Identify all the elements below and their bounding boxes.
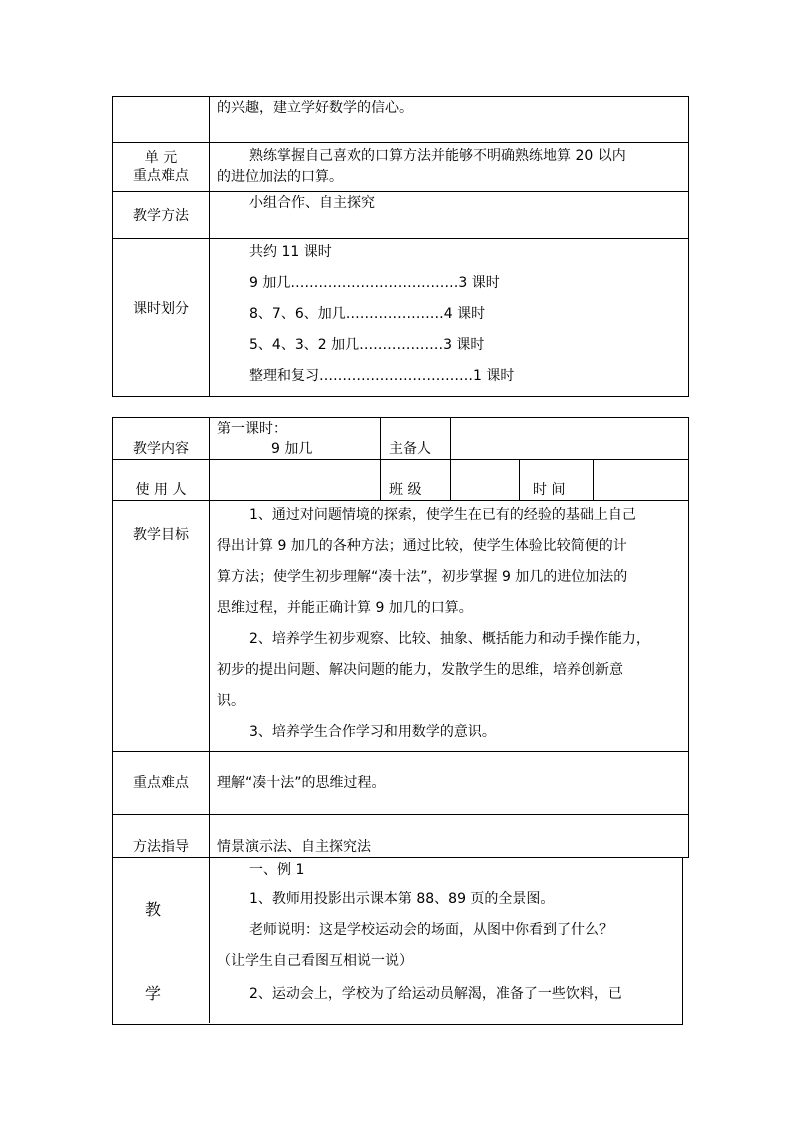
continuation-text: 的兴趣，建立学好数学的信心。 (217, 100, 413, 116)
lesson-info-table (112, 417, 689, 858)
unit-key-line2: 的进位加法的口算。 (217, 169, 343, 185)
content-value-line2: 9 加几 (271, 441, 313, 457)
time-label: 时 间 (533, 482, 566, 498)
goals-label: 教学目标 (133, 527, 189, 543)
unit-key-label-line2: 重点难点 (133, 168, 189, 184)
teach-label-char: 学 (144, 984, 161, 1003)
content-label: 教学内容 (133, 441, 189, 457)
goal-line: 思维过程，并能正确计算 9 加几的口算。 (217, 600, 473, 616)
schedule-line: 8、7、6、加几…………………4 课时 (249, 306, 486, 322)
goal-line: 3、培养学生合作学习和用数学的意识。 (249, 724, 496, 740)
key-points-value: 理解“凑十法”的思维过程。 (217, 775, 386, 791)
teach-line: 2、运动会上，学校为了给运动员解渴，准备了一些饮料，已 (249, 986, 622, 1002)
teach-line: 一、例 1 (249, 862, 305, 878)
goals-text (217, 500, 687, 748)
unit-key-line1: 熟练掌握自己喜欢的口算方法并能够不明确熟练地算 20 以内 (249, 148, 626, 164)
guidance-label: 方法指导 (133, 839, 189, 855)
goal-line: 识。 (217, 693, 245, 709)
teach-line: 老师说明：这是学校运动会的场面，从图中你看到了什么？ (249, 922, 613, 938)
goal-line: 算方法；使学生初步理解“凑十法”，初步掌握 9 加几的进位加法的 (217, 569, 628, 585)
goal-line: 2、培养学生初步观察、比较、抽象、概括能力和动手操作能力， (249, 631, 650, 647)
schedule-line: 9 加几………………………………3 课时 (249, 275, 500, 291)
unit-overview-table (112, 96, 689, 397)
preparer-label: 主备人 (389, 441, 431, 457)
method-value: 小组合作、自主探究 (249, 195, 375, 211)
teach-line: （让学生自己看图互相说一说） (217, 953, 413, 969)
content-value-line1: 第一课时： (217, 421, 287, 437)
unit-key-label-line1: 单 元 (144, 150, 178, 166)
schedule-label: 课时划分 (133, 301, 189, 317)
class-label: 班 级 (389, 482, 422, 498)
method-label: 教学方法 (133, 208, 189, 224)
schedule-line: 5、4、3、2 加几………………3 课时 (249, 337, 485, 353)
goal-line: 1、通过对问题情境的探索，使学生在已有的经验的基础上自己 (249, 507, 636, 523)
guidance-value: 情景演示法、自主探究法 (217, 839, 371, 855)
teach-label-char: 教 (144, 900, 161, 919)
key-points-label: 重点难点 (133, 775, 189, 791)
schedule-total: 共约 11 课时 (249, 244, 332, 260)
user-label: 使 用 人 (135, 482, 187, 498)
schedule-line: 整理和复习……………………………1 课时 (249, 368, 515, 384)
teaching-process-table (112, 857, 683, 1025)
teach-line: 1、教师用投影出示课本第 88、89 页的全景图。 (249, 891, 555, 907)
goal-line: 得出计算 9 加几的各种方法；通过比较，使学生体验比较简便的计 (217, 538, 627, 554)
goal-line: 初步的提出问题、解决问题的能力，发散学生的思维，培养创新意 (217, 662, 623, 678)
